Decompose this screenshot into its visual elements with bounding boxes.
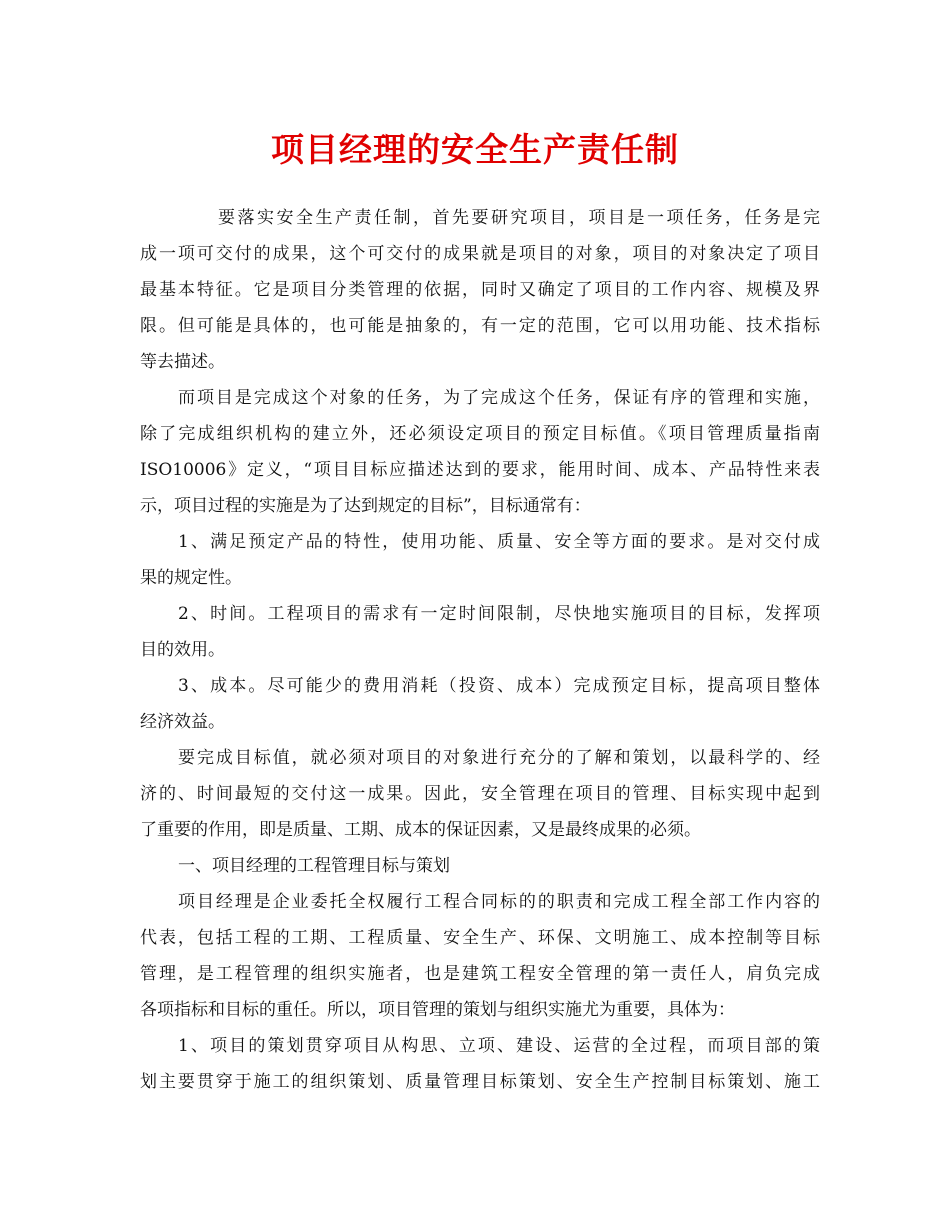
paragraph-line: 而项目是完成这个对象的任务，为了完成这个任务，保证有序的管理和实施， <box>178 388 820 408</box>
paragraph-line: 管理，是工程管理的组织实施者，也是建筑工程安全管理的第一责任人，肩负完成 <box>140 964 820 984</box>
paragraph-line: 成一项可交付的成果，这个可交付的成果就是项目的对象，项目的对象决定了项目 <box>140 244 820 264</box>
paragraph-line: 等去描述。 <box>140 352 225 372</box>
paragraph-line: 最基本特征。它是项目分类管理的依据，同时又确定了项目的工作内容、规模及界 <box>140 280 820 300</box>
paragraph-line: 要完成目标值，就必须对项目的对象进行充分的了解和策划，以最科学的、经 <box>178 748 820 768</box>
section-heading: 一、项目经理的工程管理目标与策划 <box>178 856 450 876</box>
paragraph-line: 除了完成组织机构的建立外，还必须设定项目的预定目标值。《项目管理质量指南 <box>140 424 820 444</box>
paragraph-line: 济的、时间最短的交付这一成果。因此，安全管理在项目的管理、目标实现中起到 <box>140 784 820 804</box>
paragraph-line: 示，项目过程的实施是为了达到规定的目标”，目标通常有： <box>140 496 591 516</box>
paragraph-line: 限。但可能是具体的，也可能是抽象的，有一定的范围，它可以用功能、技术指标 <box>140 316 820 336</box>
paragraph-line: 1、项目的策划贯穿项目从构思、立项、建设、运营的全过程，而项目部的策 <box>178 1036 820 1056</box>
paragraph-line: 目的效用。 <box>140 640 225 660</box>
paragraph-line: ISO10006》定义，“项目目标应描述达到的要求，能用时间、成本、产品特性来表 <box>140 460 820 480</box>
paragraph-line: 了重要的作用，即是质量、工期、成本的保证因素，又是最终成果的必须。 <box>140 820 701 840</box>
paragraph-line: 划主要贯穿于施工的组织策划、质量管理目标策划、安全生产控制目标策划、施工 <box>140 1072 820 1092</box>
paragraph-line: 经济效益。 <box>140 712 225 732</box>
paragraph-line: 代表，包括工程的工期、工程质量、安全生产、环保、文明施工、成本控制等目标 <box>140 928 820 948</box>
paragraph-line: 1、满足预定产品的特性，使用功能、质量、安全等方面的要求。是对交付成 <box>178 532 820 552</box>
paragraph-line: 各项指标和目标的重任。所以，项目管理的策划与组织实施尤为重要，具体为： <box>140 1000 735 1020</box>
paragraph-line: 项目经理是企业委托全权履行工程合同标的的职责和完成工程全部工作内容的 <box>178 892 820 912</box>
paragraph-line: 3、成本。尽可能少的费用消耗（投资、成本）完成预定目标，提高项目整体 <box>178 676 820 696</box>
document-title: 项目经理的安全生产责任制 <box>271 130 679 169</box>
paragraph-line: 2、时间。工程项目的需求有一定时间限制，尽快地实施项目的目标，发挥项 <box>178 604 820 624</box>
paragraph-line: 要落实安全生产责任制，首先要研究项目，项目是一项任务，任务是完 <box>218 208 820 228</box>
paragraph-line: 果的规定性。 <box>140 568 242 588</box>
